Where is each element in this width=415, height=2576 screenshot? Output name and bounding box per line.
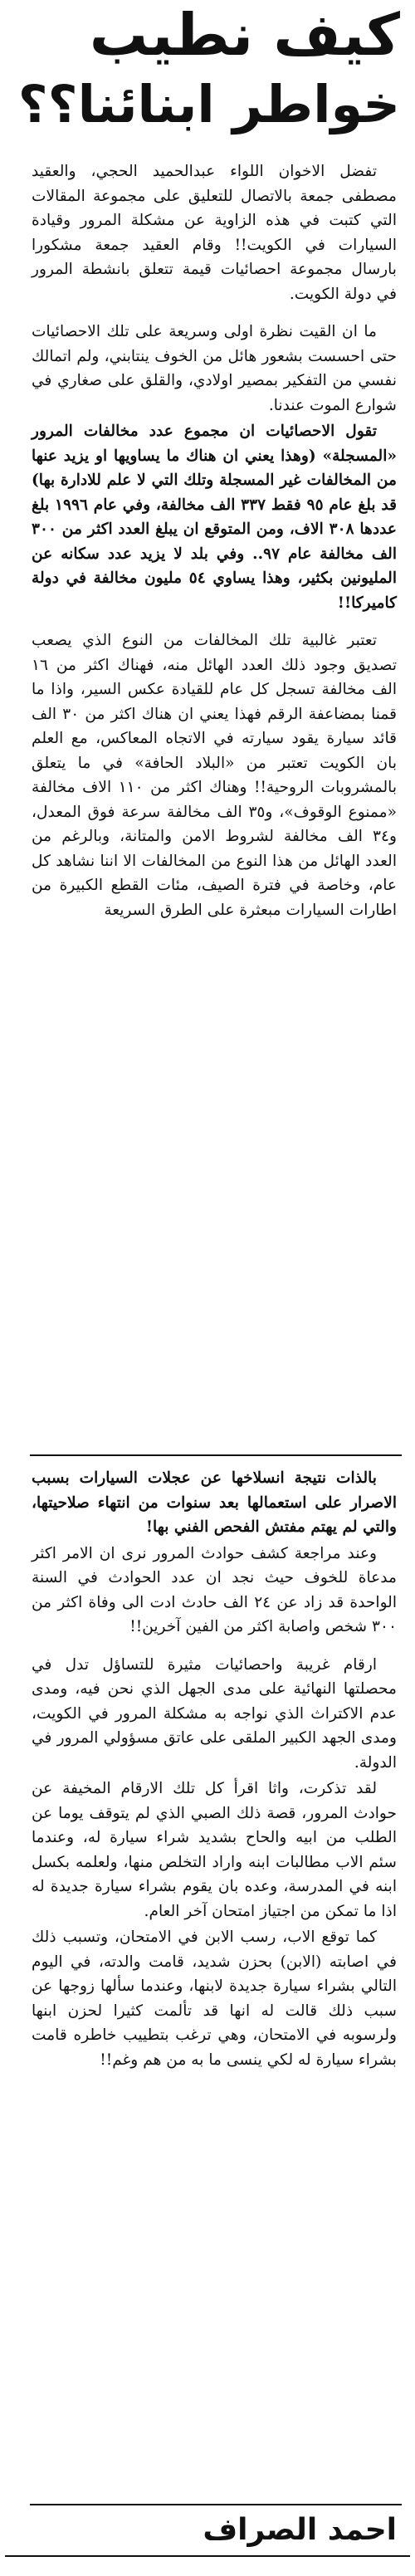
paragraph-numbers: ارقام غريبة واحصائيات مثيرة للتساؤل تدل في محصلتها النهائية على مدى الجهل الذي نحن فيه، ومدى عدم الاكتراث الذي نواجه به مشكلة المرور في الكويت، ومدى الجهد الكبير الملقى على عاتق مسؤولي المرور في الدولة. (32, 1655, 397, 1772)
paragraph-tires: بالذات نتيجة انسلاخها عن عجلات السيارات بسبب الاصرار على استعمالها بعد سنوات من انتهاء صلاحيتها، والتي لم يهتم مفتش الفحص الفني بها! (32, 1469, 397, 1536)
paragraph-accidents: وعند مراجعة كشف حوادث المرور نرى ان الامر اكثر مدعاة للخوف حيث نجد ان عدد الحوادث في السنة الواحدة قد زاد عن ٢٤ الف حادث ادت الى وفاة اكثر من ٣٠٠ شخص واصابة اكثر من الفين آخرين!! (32, 1544, 398, 1635)
article-body-part-1 (32, 159, 397, 924)
article-title (0, 0, 415, 158)
paragraph-intro: تفضل الاخوان اللواء عبدالحميد الحجي، والعقيد مصطفى جمعة بالاتصال للتعليق على مجموعة المقالات التي كتبت في هذه الزاوية عن مشكلة المرور وقيادة السيارات في الكويت!! وقام العقيد جمعة مشكورا بارسال مجموعة احصائيات قيمة تتعلق بانشطة المرور في دولة الكويت. (32, 163, 397, 303)
article-body-part-2 (32, 1466, 397, 2074)
paragraph-ending: كما توقع الاب، رسب الابن في الامتحان، وتسبب ذلك في اصابته (الابن) بحزن شديد، قامت والدته، في اليوم التالي بشراء سيارة جديدة لابنها، وعندما سألها زوجها عن سبب ذلك قالت له انها قد تألمت كثيرا لحزن ابنها ولرسوبه في الامتحان، وهي ترغب بتطييب خاطره قامت بشراء سيارة له لكي ينسى ما به من هم وغم!! (32, 1928, 397, 2069)
paragraph-violations: تعتبر غالبية تلك المخالفات من النوع الذي يصعب تصديق وجود ذلك العدد الهائل منه، فهناك اكثر من ١٦ الف مخالفة تسجل كل عام للقيادة عكس السير، واذا ما قمنا بمضاعفة الرقم فهذا يعني ان هناك اكثر من ٣٠ الف قائد سيارة يقود سيارته في الاتجاه المعاكس، مع العلم بان الكويت تعتبر من «البلاد الحافة» في ما يتعلق بالمشروبات الروحية!! وهناك اكثر من ١١٠ الاف مخالفة «ممنوع الوقوف»، و٣٥ الف مخالفة سرعة فوق المعدل، و٣٤ الف مخالفة لشروط الامن والمتانة، وبالرغم من العدد الهائل من هذا النوع من المخالفات الا اننا نشاهد كل عام، وخاصة في فترة الصيف، مئات القطع الكبيرة من اطارات السيارات مبعثرة على الطرق السريعة (32, 632, 397, 919)
paragraph-story: لقد تذكرت، واثا اقرأ كل تلك الارقام المخيفة عن حوادث المرور، قصة ذلك الصبي الذي لم يتوقف يوما عن الطلب من ابيه والحاح بشديد شراء سيارة له، وعندما سئم الاب مطالبات ابنه واراد التخلص منها، ولعلمه بكسل ابنه في المدرسة، وعده بان يقوم بشراء سيارة جديدة له اذا ما تمكن من اجتياز امتحان آخر العام. (32, 1780, 397, 1920)
paragraph-statistics: تقول الاحصائيات ان مجموع عدد مخالفات المرور «المسجلة» (وهذا يعني ان هناك ما يساويها او يزيد عنها من المخالفات غير المسجلة وتلك التي لا علم للادارة بها) قد بلغ عام ٩٥ فقط ٣٣٧ الف مخالفة، وفي عام ١٩٩٦ بلغ عددها ٣٠٨ الاف، ومن المتوقع ان يبلغ العدد اكثر من ٣٠٠ الف مخالفة عام ٩٧.. وفي بلد لا يزيد عدد سكانه عن المليونين بكثير، وهذا يساوي ٥٤ مليون مخالفة في دولة كاميركا!! (32, 423, 397, 612)
bottom-divider (5, 2555, 410, 2557)
paragraph-fear: ما ان القيت نظرة اولى وسريعة على تلك الاحصائيات حتى احسست بشعور هائل من الخوف ينتابني، ولم اتمالك نفسي من التفكير بمصير اولادي، والقلق على صغاري في شوارع الموت عندنا. (32, 323, 397, 414)
author-name: احمد الصراف (203, 2513, 397, 2547)
title-line-1: كيف نطيب (89, 1, 400, 69)
title-line-2: خواطر ابنائنا؟؟ (17, 74, 400, 134)
